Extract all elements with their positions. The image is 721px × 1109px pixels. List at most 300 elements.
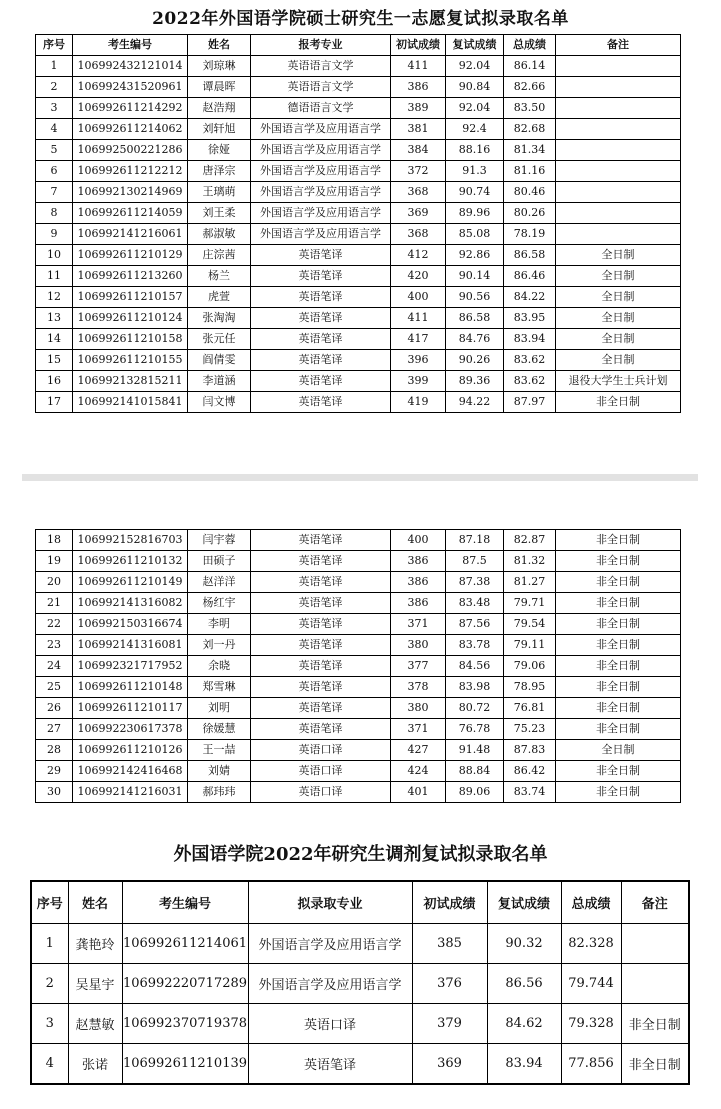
- major-cell: 英语笔译: [251, 245, 391, 266]
- total-score-cell: 81.32: [504, 551, 556, 572]
- remark-cell: 非全日制: [556, 572, 681, 593]
- remark-cell: [556, 77, 681, 98]
- total-score-cell: 80.26: [504, 203, 556, 224]
- table-row: [36, 635, 681, 656]
- total-score-cell: 79.06: [504, 656, 556, 677]
- remark-cell: [621, 924, 689, 964]
- seq-cell: 15: [36, 350, 73, 371]
- total-score-cell: 79.328: [561, 1004, 621, 1044]
- retest-score-cell: 90.14: [446, 266, 504, 287]
- seq-cell: 24: [36, 656, 73, 677]
- prelim-score-cell: 424: [391, 761, 446, 782]
- prelim-score-cell: 412: [391, 245, 446, 266]
- retest-score-cell: 88.84: [446, 761, 504, 782]
- table-row: [31, 1004, 689, 1044]
- exam-id-cell: 106992132815211: [73, 371, 188, 392]
- exam-id-cell: 106992150316674: [73, 614, 188, 635]
- name-cell: 王一喆: [188, 740, 251, 761]
- seq-cell: 3: [31, 1004, 68, 1044]
- name-cell: 李道涵: [188, 371, 251, 392]
- name-cell: 刘轩旭: [188, 119, 251, 140]
- major-cell: 英语笔译: [251, 551, 391, 572]
- prelim-score-cell: 379: [412, 1004, 487, 1044]
- seq-cell: 17: [36, 392, 73, 413]
- seq-cell: 20: [36, 572, 73, 593]
- adjustment-section-title: 外国语学院2022年研究生调剂复试拟录取名单: [173, 844, 548, 865]
- prelim-score-cell: 417: [391, 329, 446, 350]
- exam-id-cell: 106992611210155: [73, 350, 188, 371]
- name-cell: 龚艳玲: [68, 924, 122, 964]
- name-cell: 虎萱: [188, 287, 251, 308]
- name-cell: 阎倩雯: [188, 350, 251, 371]
- seq-cell: 1: [31, 924, 68, 964]
- prelim-score-cell: 384: [391, 140, 446, 161]
- prelim-score-cell: 411: [391, 308, 446, 329]
- column-header: 考生编号: [73, 35, 188, 56]
- table-row: [36, 77, 681, 98]
- exam-id-cell: 106992611212212: [73, 161, 188, 182]
- major-cell: 英语语言文学: [251, 77, 391, 98]
- prelim-score-cell: 385: [412, 924, 487, 964]
- remark-cell: [556, 161, 681, 182]
- remark-cell: 全日制: [556, 308, 681, 329]
- total-score-cell: 82.66: [504, 77, 556, 98]
- exam-id-cell: 106992230617378: [73, 719, 188, 740]
- total-score-cell: 79.11: [504, 635, 556, 656]
- prelim-score-cell: 427: [391, 740, 446, 761]
- table-row: [36, 719, 681, 740]
- prelim-score-cell: 389: [391, 98, 446, 119]
- total-score-cell: 87.97: [504, 392, 556, 413]
- major-cell: 英语笔译: [251, 635, 391, 656]
- major-cell: 英语口译: [248, 1004, 412, 1044]
- remark-cell: 非全日制: [556, 551, 681, 572]
- retest-score-cell: 90.56: [446, 287, 504, 308]
- major-cell: 英语语言文学: [251, 56, 391, 77]
- prelim-score-cell: 420: [391, 266, 446, 287]
- total-score-cell: 79.54: [504, 614, 556, 635]
- table-row: [31, 924, 689, 964]
- name-cell: 余晓: [188, 656, 251, 677]
- major-cell: 外国语言学及应用语言学: [251, 119, 391, 140]
- remark-cell: 非全日制: [621, 1004, 689, 1044]
- remark-cell: 退役大学生士兵计划: [556, 371, 681, 392]
- retest-score-cell: 90.32: [487, 924, 561, 964]
- column-header: 拟录取专业: [248, 881, 412, 924]
- name-cell: 闫宇蓉: [188, 530, 251, 551]
- exam-id-cell: 106992220717289: [122, 964, 248, 1004]
- major-cell: 英语笔译: [251, 719, 391, 740]
- retest-score-cell: 92.86: [446, 245, 504, 266]
- seq-cell: 27: [36, 719, 73, 740]
- prelim-score-cell: 419: [391, 392, 446, 413]
- retest-score-cell: 87.56: [446, 614, 504, 635]
- major-cell: 外国语言学及应用语言学: [251, 140, 391, 161]
- total-score-cell: 83.50: [504, 98, 556, 119]
- column-header: 考生编号: [122, 881, 248, 924]
- retest-score-cell: 92.04: [446, 56, 504, 77]
- column-header: 姓名: [68, 881, 122, 924]
- major-cell: 外国语言学及应用语言学: [248, 964, 412, 1004]
- prelim-score-cell: 378: [391, 677, 446, 698]
- name-cell: 张元任: [188, 329, 251, 350]
- table-row: [36, 371, 681, 392]
- exam-id-cell: 106992431520961: [73, 77, 188, 98]
- total-score-cell: 87.83: [504, 740, 556, 761]
- table-row: [36, 287, 681, 308]
- remark-cell: [621, 964, 689, 1004]
- total-score-cell: 75.23: [504, 719, 556, 740]
- retest-score-cell: 84.76: [446, 329, 504, 350]
- retest-score-cell: 87.18: [446, 530, 504, 551]
- remark-cell: 非全日制: [556, 530, 681, 551]
- name-cell: 张诺: [68, 1044, 122, 1085]
- major-cell: 外国语言学及应用语言学: [251, 182, 391, 203]
- exam-id-cell: 106992141316081: [73, 635, 188, 656]
- table-row: [36, 614, 681, 635]
- exam-id-cell: 106992611210139: [122, 1044, 248, 1085]
- remark-cell: [556, 98, 681, 119]
- total-score-cell: 86.42: [504, 761, 556, 782]
- exam-id-cell: 106992611210149: [73, 572, 188, 593]
- prelim-score-cell: 386: [391, 77, 446, 98]
- retest-score-cell: 91.48: [446, 740, 504, 761]
- prelim-score-cell: 368: [391, 182, 446, 203]
- column-header: 备注: [621, 881, 689, 924]
- table-row: [36, 98, 681, 119]
- seq-cell: 8: [36, 203, 73, 224]
- seq-cell: 28: [36, 740, 73, 761]
- total-score-cell: 86.58: [504, 245, 556, 266]
- column-header: 复试成绩: [446, 35, 504, 56]
- name-cell: 张淘淘: [188, 308, 251, 329]
- major-cell: 英语笔译: [251, 350, 391, 371]
- major-cell: 英语笔译: [251, 656, 391, 677]
- total-score-cell: 79.744: [561, 964, 621, 1004]
- remark-cell: 非全日制: [556, 635, 681, 656]
- retest-score-cell: 80.72: [446, 698, 504, 719]
- table-row: [36, 551, 681, 572]
- retest-score-cell: 90.26: [446, 350, 504, 371]
- major-cell: 英语笔译: [251, 287, 391, 308]
- name-cell: 吴星宇: [68, 964, 122, 1004]
- total-score-cell: 77.856: [561, 1044, 621, 1085]
- exam-id-cell: 106992130214969: [73, 182, 188, 203]
- major-cell: 英语笔译: [251, 371, 391, 392]
- seq-cell: 16: [36, 371, 73, 392]
- prelim-score-cell: 372: [391, 161, 446, 182]
- exam-id-cell: 106992611214292: [73, 98, 188, 119]
- retest-score-cell: 89.06: [446, 782, 504, 803]
- table-row: [36, 266, 681, 287]
- retest-score-cell: 88.16: [446, 140, 504, 161]
- page-break-divider: [22, 474, 698, 481]
- major-cell: 英语笔译: [251, 329, 391, 350]
- seq-cell: 12: [36, 287, 73, 308]
- retest-score-cell: 89.96: [446, 203, 504, 224]
- column-header: 初试成绩: [391, 35, 446, 56]
- retest-score-cell: 83.78: [446, 635, 504, 656]
- table-row: [36, 308, 681, 329]
- name-cell: 刘明: [188, 698, 251, 719]
- seq-cell: 4: [36, 119, 73, 140]
- exam-id-cell: 106992141216031: [73, 782, 188, 803]
- remark-cell: 非全日制: [556, 782, 681, 803]
- table-row: [36, 245, 681, 266]
- prelim-score-cell: 386: [391, 551, 446, 572]
- name-cell: 闫文博: [188, 392, 251, 413]
- remark-cell: 非全日制: [556, 761, 681, 782]
- major-cell: 英语笔译: [251, 593, 391, 614]
- table-row: [36, 530, 681, 551]
- major-cell: 英语笔译: [251, 392, 391, 413]
- seq-cell: 30: [36, 782, 73, 803]
- major-cell: 外国语言学及应用语言学: [251, 224, 391, 245]
- table-row: [36, 224, 681, 245]
- major-cell: 英语笔译: [251, 677, 391, 698]
- name-cell: 刘一丹: [188, 635, 251, 656]
- exam-id-cell: 106992611214059: [73, 203, 188, 224]
- remark-cell: 非全日制: [556, 614, 681, 635]
- seq-cell: 19: [36, 551, 73, 572]
- exam-id-cell: 106992611210132: [73, 551, 188, 572]
- column-header: 总成绩: [561, 881, 621, 924]
- major-cell: 外国语言学及应用语言学: [248, 924, 412, 964]
- total-score-cell: 84.22: [504, 287, 556, 308]
- total-score-cell: 83.62: [504, 371, 556, 392]
- table-row: [31, 964, 689, 1004]
- major-cell: 德语语言文学: [251, 98, 391, 119]
- seq-cell: 10: [36, 245, 73, 266]
- prelim-score-cell: 411: [391, 56, 446, 77]
- major-cell: 英语笔译: [251, 530, 391, 551]
- column-header: 初试成绩: [412, 881, 487, 924]
- prelim-score-cell: 380: [391, 635, 446, 656]
- name-cell: 刘琼琳: [188, 56, 251, 77]
- page-title: 2022年外国语学院硕士研究生一志愿复试拟录取名单: [152, 9, 569, 29]
- remark-cell: 非全日制: [621, 1044, 689, 1085]
- retest-score-cell: 84.56: [446, 656, 504, 677]
- exam-id-cell: 106992611210126: [73, 740, 188, 761]
- name-cell: 庄淙茜: [188, 245, 251, 266]
- remark-cell: 非全日制: [556, 593, 681, 614]
- total-score-cell: 81.34: [504, 140, 556, 161]
- retest-score-cell: 83.48: [446, 593, 504, 614]
- prelim-score-cell: 386: [391, 572, 446, 593]
- prelim-score-cell: 371: [391, 719, 446, 740]
- remark-cell: [556, 203, 681, 224]
- total-score-cell: 83.94: [504, 329, 556, 350]
- table-row: [36, 656, 681, 677]
- retest-score-cell: 94.22: [446, 392, 504, 413]
- seq-cell: 26: [36, 698, 73, 719]
- admission-table-first-choice-continued: [35, 529, 681, 803]
- table-row: [36, 593, 681, 614]
- retest-score-cell: 76.78: [446, 719, 504, 740]
- table-row: [31, 1044, 689, 1085]
- seq-cell: 29: [36, 761, 73, 782]
- total-score-cell: 86.14: [504, 56, 556, 77]
- remark-cell: 全日制: [556, 350, 681, 371]
- prelim-score-cell: 400: [391, 530, 446, 551]
- table-row: [36, 761, 681, 782]
- remark-cell: 非全日制: [556, 719, 681, 740]
- total-score-cell: 83.62: [504, 350, 556, 371]
- major-cell: 英语口译: [251, 761, 391, 782]
- remark-cell: [556, 224, 681, 245]
- exam-id-cell: 106992611214061: [122, 924, 248, 964]
- seq-cell: 7: [36, 182, 73, 203]
- seq-cell: 23: [36, 635, 73, 656]
- retest-score-cell: 86.56: [487, 964, 561, 1004]
- table-row: [36, 572, 681, 593]
- column-header: 总成绩: [504, 35, 556, 56]
- exam-id-cell: 106992611214062: [73, 119, 188, 140]
- major-cell: 英语笔译: [248, 1044, 412, 1085]
- name-cell: 田硕子: [188, 551, 251, 572]
- exam-id-cell: 106992432121014: [73, 56, 188, 77]
- retest-score-cell: 91.3: [446, 161, 504, 182]
- total-score-cell: 82.68: [504, 119, 556, 140]
- retest-score-cell: 83.98: [446, 677, 504, 698]
- retest-score-cell: 87.5: [446, 551, 504, 572]
- remark-cell: [556, 56, 681, 77]
- column-header: 复试成绩: [487, 881, 561, 924]
- seq-cell: 5: [36, 140, 73, 161]
- exam-id-cell: 106992141216061: [73, 224, 188, 245]
- retest-score-cell: 85.08: [446, 224, 504, 245]
- major-cell: 英语笔译: [251, 308, 391, 329]
- total-score-cell: 80.46: [504, 182, 556, 203]
- prelim-score-cell: 369: [391, 203, 446, 224]
- exam-id-cell: 106992141316082: [73, 593, 188, 614]
- retest-score-cell: 92.04: [446, 98, 504, 119]
- name-cell: 王璃萌: [188, 182, 251, 203]
- name-cell: 赵洋洋: [188, 572, 251, 593]
- prelim-score-cell: 381: [391, 119, 446, 140]
- retest-score-cell: 89.36: [446, 371, 504, 392]
- major-cell: 英语笔译: [251, 572, 391, 593]
- table-row: [36, 350, 681, 371]
- exam-id-cell: 106992152816703: [73, 530, 188, 551]
- name-cell: 郑雪琳: [188, 677, 251, 698]
- table-row: [36, 698, 681, 719]
- prelim-score-cell: 399: [391, 371, 446, 392]
- admission-table-adjustment: [30, 880, 690, 1085]
- table-row: [36, 329, 681, 350]
- remark-cell: 全日制: [556, 245, 681, 266]
- remark-cell: 全日制: [556, 287, 681, 308]
- exam-id-cell: 106992370719378: [122, 1004, 248, 1044]
- major-cell: 英语口译: [251, 782, 391, 803]
- table-row: [36, 119, 681, 140]
- retest-score-cell: 87.38: [446, 572, 504, 593]
- table-row: [36, 161, 681, 182]
- major-cell: 英语笔译: [251, 266, 391, 287]
- major-cell: 英语口译: [251, 740, 391, 761]
- retest-score-cell: 83.94: [487, 1044, 561, 1085]
- table-row: [36, 56, 681, 77]
- exam-id-cell: 106992611210148: [73, 677, 188, 698]
- total-score-cell: 78.19: [504, 224, 556, 245]
- name-cell: 李明: [188, 614, 251, 635]
- total-score-cell: 81.27: [504, 572, 556, 593]
- total-score-cell: 79.71: [504, 593, 556, 614]
- table-row: [36, 677, 681, 698]
- major-cell: 外国语言学及应用语言学: [251, 161, 391, 182]
- total-score-cell: 83.74: [504, 782, 556, 803]
- exam-id-cell: 106992611213260: [73, 266, 188, 287]
- table-row: [36, 782, 681, 803]
- remark-cell: [556, 119, 681, 140]
- name-cell: 徐娅: [188, 140, 251, 161]
- exam-id-cell: 106992611210158: [73, 329, 188, 350]
- retest-score-cell: 90.74: [446, 182, 504, 203]
- major-cell: 英语笔译: [251, 614, 391, 635]
- admission-table-first-choice: [35, 34, 681, 413]
- seq-cell: 3: [36, 98, 73, 119]
- major-cell: 英语笔译: [251, 698, 391, 719]
- seq-cell: 22: [36, 614, 73, 635]
- total-score-cell: 82.328: [561, 924, 621, 964]
- seq-cell: 21: [36, 593, 73, 614]
- seq-cell: 13: [36, 308, 73, 329]
- prelim-score-cell: 369: [412, 1044, 487, 1085]
- remark-cell: 非全日制: [556, 392, 681, 413]
- seq-cell: 2: [31, 964, 68, 1004]
- retest-score-cell: 84.62: [487, 1004, 561, 1044]
- column-header: 序号: [31, 881, 68, 924]
- table-row: [36, 203, 681, 224]
- table-row: [36, 740, 681, 761]
- name-cell: 谭晨晖: [188, 77, 251, 98]
- seq-cell: 25: [36, 677, 73, 698]
- name-cell: 刘王柔: [188, 203, 251, 224]
- name-cell: 杨红宇: [188, 593, 251, 614]
- seq-cell: 1: [36, 56, 73, 77]
- table-row: [36, 392, 681, 413]
- seq-cell: 11: [36, 266, 73, 287]
- name-cell: 杨兰: [188, 266, 251, 287]
- exam-id-cell: 106992611210124: [73, 308, 188, 329]
- prelim-score-cell: 377: [391, 656, 446, 677]
- exam-id-cell: 106992142416468: [73, 761, 188, 782]
- name-cell: 唐泽宗: [188, 161, 251, 182]
- seq-cell: 9: [36, 224, 73, 245]
- total-score-cell: 76.81: [504, 698, 556, 719]
- prelim-score-cell: 380: [391, 698, 446, 719]
- seq-cell: 4: [31, 1044, 68, 1085]
- name-cell: 徐媛慧: [188, 719, 251, 740]
- remark-cell: 全日制: [556, 266, 681, 287]
- exam-id-cell: 106992141015841: [73, 392, 188, 413]
- name-cell: 郝玮玮: [188, 782, 251, 803]
- name-cell: 赵慧敏: [68, 1004, 122, 1044]
- total-score-cell: 81.16: [504, 161, 556, 182]
- remark-cell: 非全日制: [556, 656, 681, 677]
- seq-cell: 14: [36, 329, 73, 350]
- table-row: [36, 140, 681, 161]
- remark-cell: 非全日制: [556, 677, 681, 698]
- remark-cell: 全日制: [556, 329, 681, 350]
- prelim-score-cell: 396: [391, 350, 446, 371]
- exam-id-cell: 106992321717952: [73, 656, 188, 677]
- prelim-score-cell: 376: [412, 964, 487, 1004]
- remark-cell: 全日制: [556, 740, 681, 761]
- exam-id-cell: 106992611210157: [73, 287, 188, 308]
- name-cell: 刘婧: [188, 761, 251, 782]
- exam-id-cell: 106992611210129: [73, 245, 188, 266]
